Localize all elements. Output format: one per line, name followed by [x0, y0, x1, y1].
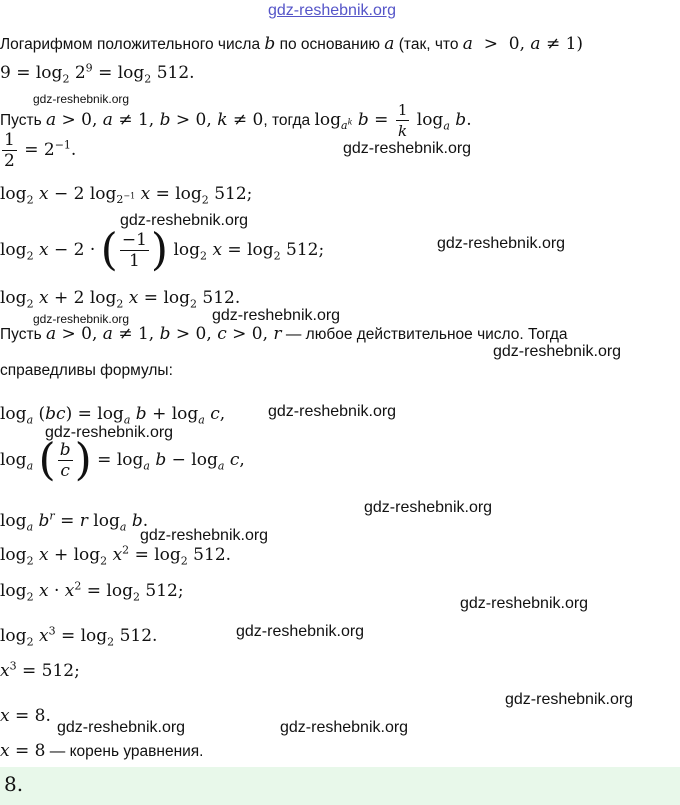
- watermark: gdz-reshebnik.org: [364, 499, 493, 516]
- equation-9-log: $9 = \log_2 2^9 = \log_2 512$.: [0, 61, 195, 86]
- text-segment: Логарифмом положительного числа: [0, 36, 265, 53]
- watermark: gdz-reshebnik.org: [343, 140, 472, 157]
- math-condition: a > 0, a ≠ 1, b > 0, c > 0, r: [45, 324, 282, 344]
- text-segment: Пусть: [0, 112, 46, 129]
- text-segment: 1): [560, 34, 584, 54]
- watermark: gdz-reshebnik.org: [505, 691, 634, 708]
- formulas-intro-cont: справедливы формулы:: [0, 362, 173, 379]
- equation-solution: x = 8.: [0, 706, 51, 726]
- watermark: gdz-reshebnik.org: [437, 235, 566, 252]
- watermark: gdz-reshebnik.org: [236, 623, 365, 640]
- watermark: gdz-reshebnik.org: [57, 719, 186, 736]
- math-a: a: [384, 34, 395, 54]
- formula-product: $\log_a (bc) = \log_a b + \log_a c$,: [0, 404, 226, 427]
- equation-half: $\frac{1}{2}$ = $2^{-1}$.: [4, 130, 77, 171]
- answer-box: [0, 767, 680, 805]
- watermark: gdz-reshebnik.org: [45, 424, 174, 441]
- math-b: b: [264, 34, 276, 54]
- watermark: gdz-reshebnik.org: [33, 92, 130, 106]
- text-segment: по основанию: [275, 36, 385, 53]
- watermark: gdz-reshebnik.org: [140, 527, 269, 544]
- math-formula: $\log_{a^k} b$ = $\frac{1}{k}$ $\log_a b$.: [314, 101, 472, 140]
- equation-step2: $\log_2 x - 2$ · ( $\frac{-1}{1}$ ) $\log_2 x = \log_2 512$;: [0, 224, 325, 276]
- text-segment: Пусть: [0, 326, 46, 343]
- equation-step6: $\log_2 x^3 = \log_2 512$.: [0, 624, 158, 649]
- equation-step5: $\log_2 x \cdot x^2 = \log_2 512$;: [0, 579, 184, 604]
- math-condition: a > 0, a ≠ 1, b > 0, k ≠ 0: [45, 110, 264, 130]
- text-segment: , тогда: [263, 112, 315, 129]
- watermark: gdz-reshebnik.org: [212, 307, 341, 324]
- equation-cube: $x^3 = 512$;: [0, 659, 80, 681]
- equation-step4: $\log_2 x + \log_2 x^2 = \log_2 512$.: [0, 543, 232, 568]
- watermark: gdz-reshebnik.org: [460, 595, 589, 612]
- formulas-intro: [0, 323, 568, 346]
- watermark: gdz-reshebnik.org: [120, 212, 249, 229]
- math-condition: a > 0, a ≠: [462, 34, 561, 54]
- root-conclusion: [0, 740, 204, 763]
- answer-value: 8.: [4, 772, 24, 796]
- text-segment: (так, что: [394, 36, 463, 53]
- math-solution: x = 8: [0, 741, 46, 761]
- text-segment: — корень уравнения.: [45, 743, 204, 760]
- watermark: gdz-reshebnik.org: [33, 312, 130, 326]
- watermark: gdz-reshebnik.org: [493, 343, 622, 360]
- formula-quotient: $\log_a$ ( $\frac{b}{c}$ ) = $\log_a b - \log_a c$,: [0, 434, 245, 486]
- definition-line: [0, 33, 583, 56]
- watermark: gdz-reshebnik.org: [280, 719, 409, 736]
- equation-step1: $\log_2 x - 2$ $\log_{2^{-1}} x = \log_2 512$;: [0, 184, 253, 207]
- property-line: [0, 100, 472, 140]
- watermark: gdz-reshebnik.org: [268, 403, 397, 420]
- equation-step3: $\log_2 x + 2$ $\log_2 x = \log_2 512$.: [0, 288, 241, 311]
- text-segment: — любое действительное число. Тогда: [281, 326, 568, 343]
- watermark-top[interactable]: gdz-reshebnik.org: [268, 2, 397, 19]
- formula-power: $\log_a b^r = r$ $\log_a b$.: [0, 509, 149, 534]
